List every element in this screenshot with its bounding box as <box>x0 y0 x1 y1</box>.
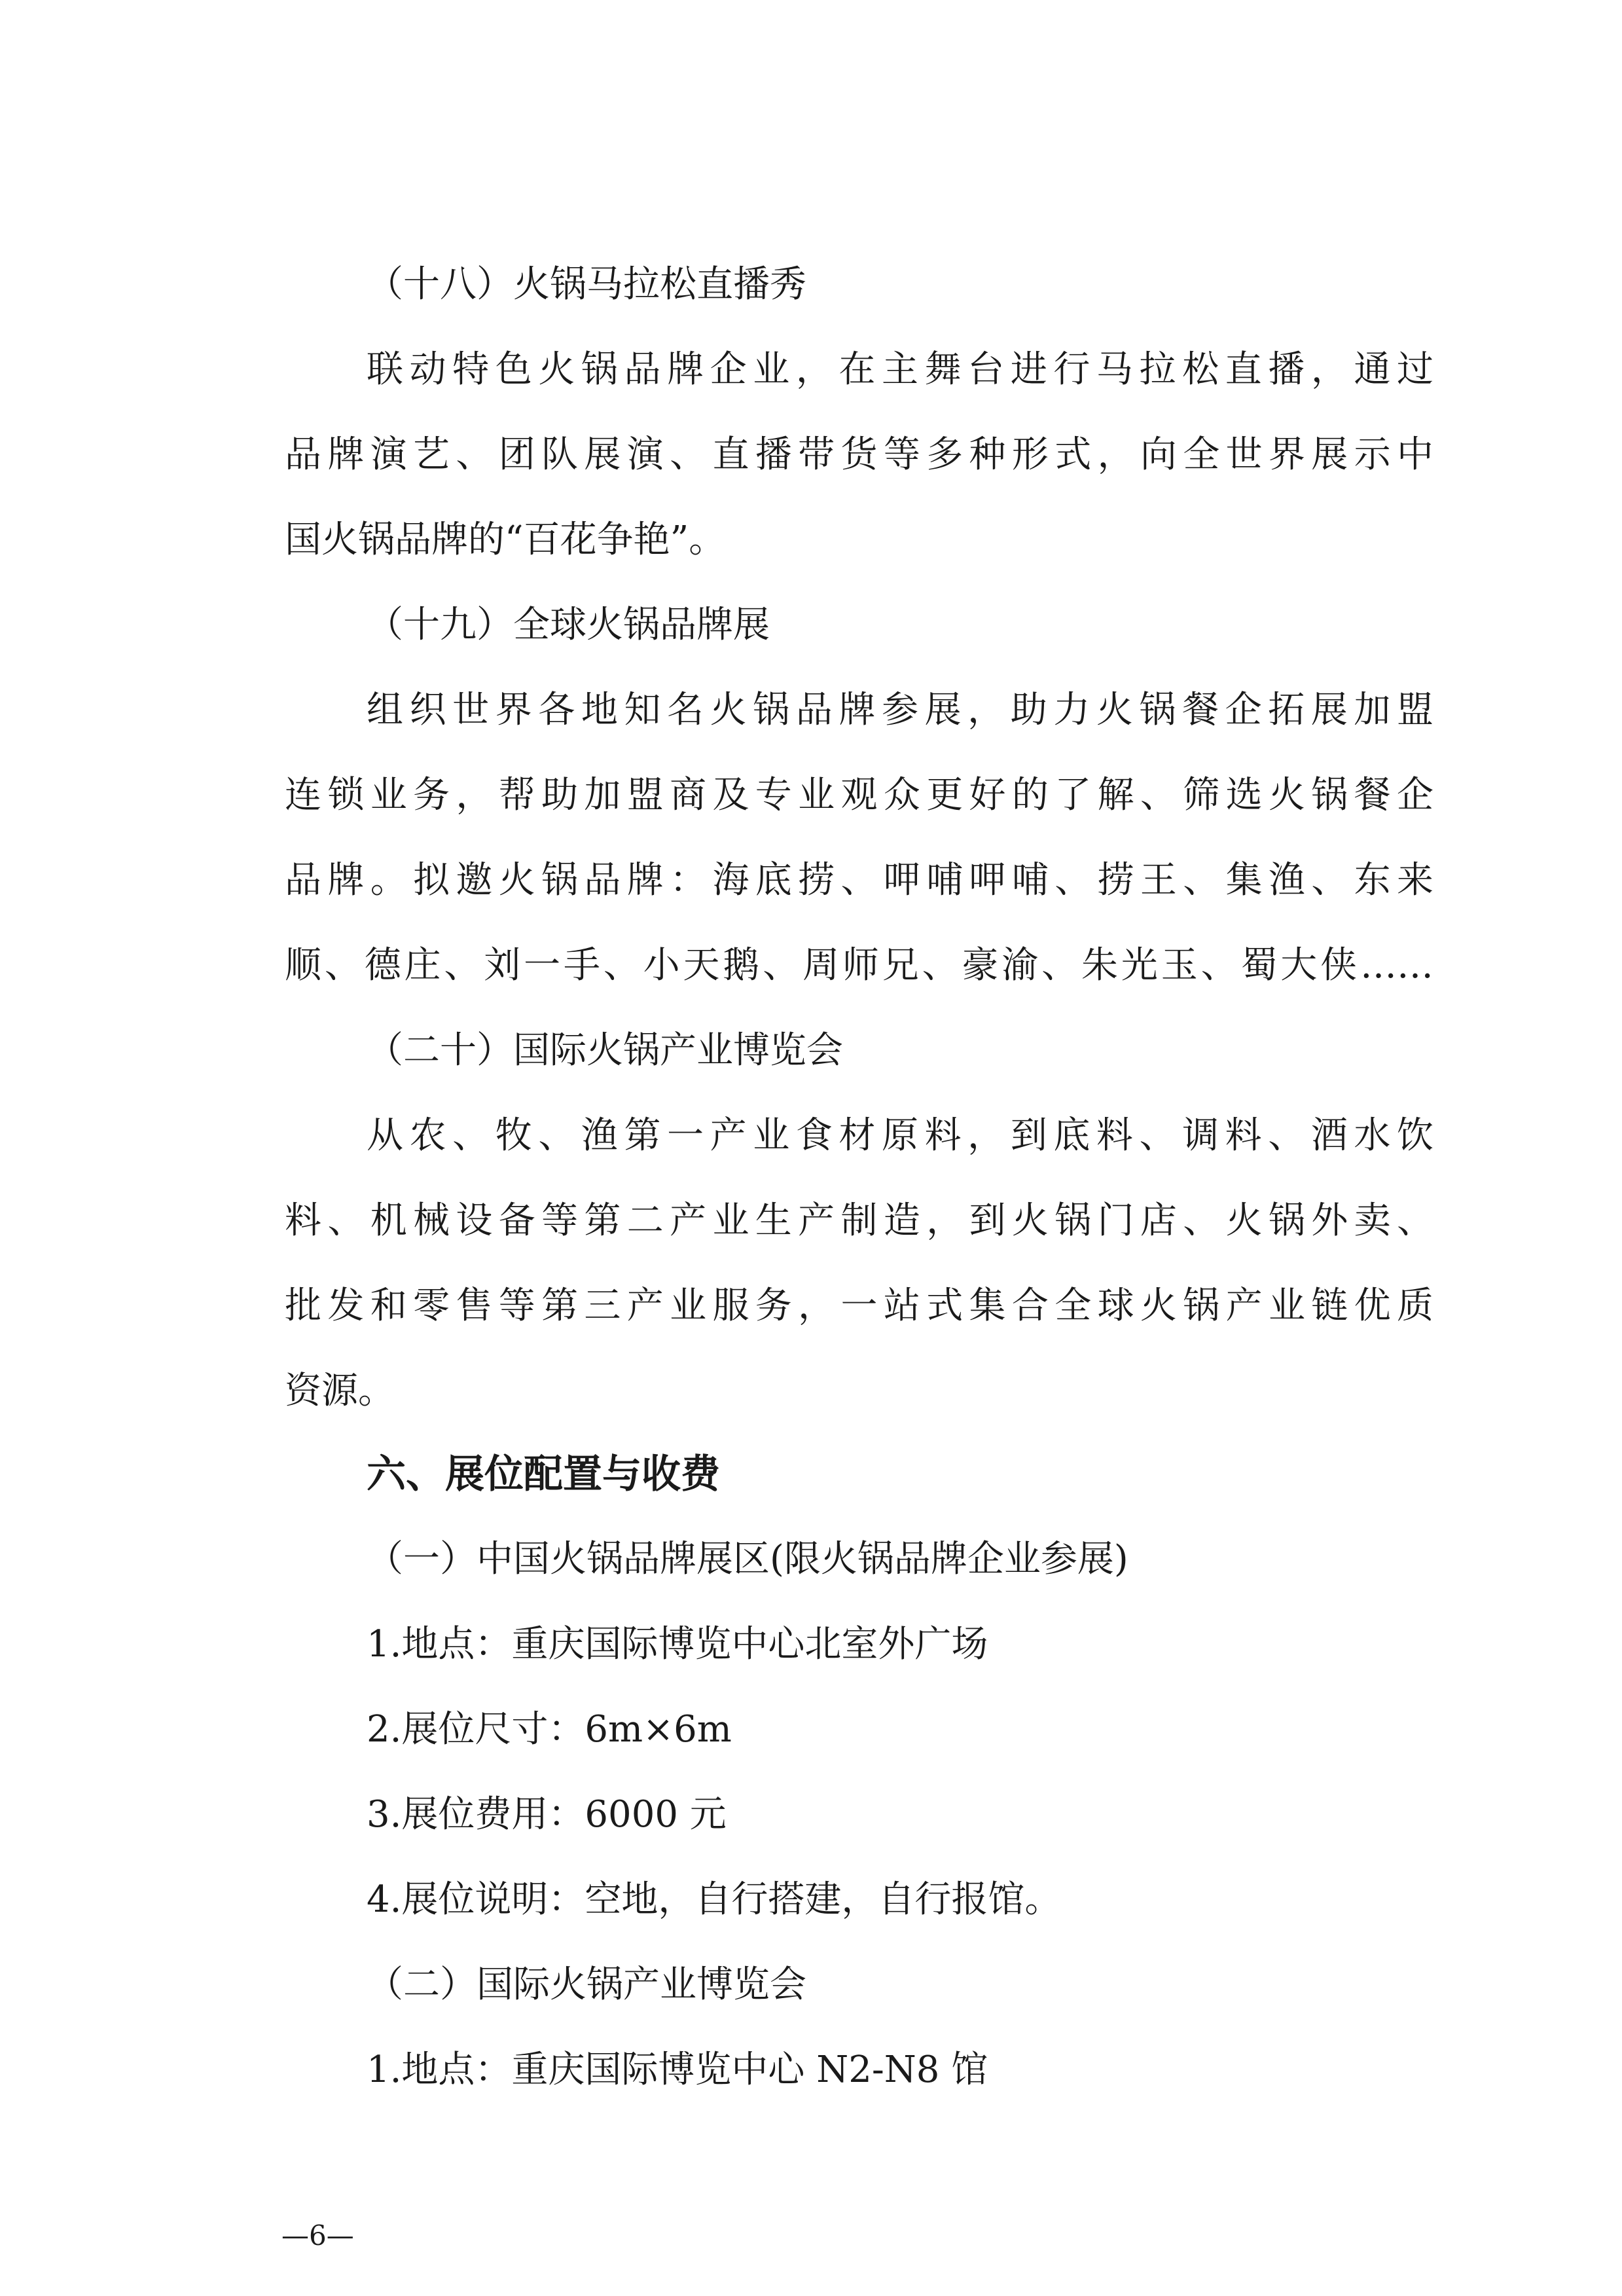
paragraph-line: 品牌演艺、团队展演、直播带货等多种形式，向全世界展示中 <box>285 433 1433 476</box>
paragraph-line: 品牌。拟邀火锅品牌：海底捞、呷哺呷哺、捞王、集渔、东来 <box>285 859 1433 902</box>
section-heading-18: （十八）火锅马拉松直播秀 <box>367 263 806 306</box>
list-item: 3.展位费用：6000 元 <box>367 1793 727 1836</box>
paragraph-line: 批发和零售等第三产业服务，一站式集合全球火锅产业链优质 <box>285 1285 1433 1327</box>
list-item: 1.地点：重庆国际博览中心北室外广场 <box>367 1623 988 1666</box>
section-heading-19: （十九）全球火锅品牌展 <box>367 604 770 646</box>
subsection-heading-1: （一）中国火锅品牌展区(限火锅品牌企业参展) <box>367 1538 1128 1580</box>
paragraph-line: 连锁业务，帮助加盟商及专业观众更好的了解、筛选火锅餐企 <box>285 774 1433 816</box>
paragraph-line: 联动特色火锅品牌企业，在主舞台进行马拉松直播，通过 <box>367 348 1433 391</box>
list-item: 4.展位说明：空地，自行搭建，自行报馆。 <box>367 1878 1062 1921</box>
paragraph-line: 国火锅品牌的“百花争艳”。 <box>285 519 726 561</box>
subsection-heading-2: （二）国际火锅产业博览会 <box>367 1963 806 2006</box>
paragraph-line: 料、机械设备等第二产业生产制造，到火锅门店、火锅外卖、 <box>285 1199 1433 1242</box>
section-heading-20: （二十）国际火锅产业博览会 <box>367 1029 843 1072</box>
paragraph-line: 组织世界各地知名火锅品牌参展，助力火锅餐企拓展加盟 <box>367 689 1433 731</box>
paragraph-line: 资源。 <box>285 1370 395 1412</box>
chapter-heading: 六、展位配置与收费 <box>367 1451 720 1497</box>
list-item: 1.地点：重庆国际博览中心 N2-N8 馆 <box>367 2049 988 2091</box>
paragraph-line: 顺、德庄、刘一手、小天鹅、周师兄、豪渝、朱光玉、蜀大侠…… <box>285 944 1433 987</box>
page-number: —6— <box>281 2219 354 2251</box>
list-item: 2.展位尺寸：6m×6m <box>367 1708 732 1751</box>
paragraph-line: 从农、牧、渔第一产业食材原料，到底料、调料、酒水饮 <box>367 1114 1433 1157</box>
